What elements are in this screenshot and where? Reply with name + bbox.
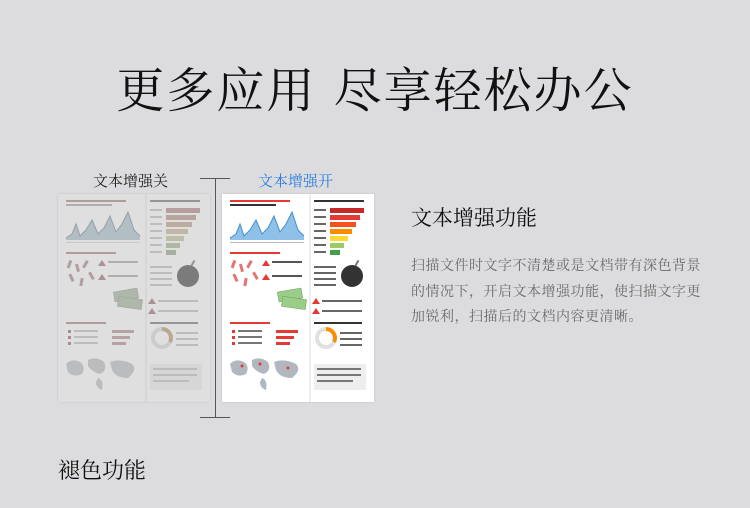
text-enhance-on-label: 文本增强开 xyxy=(258,172,334,190)
infographic-thumbnail-on xyxy=(222,194,374,402)
comparison-divider xyxy=(215,178,216,418)
feature-title: 文本增强功能 xyxy=(411,206,537,230)
fade-feature-title: 褪色功能 xyxy=(58,459,147,484)
infographic-thumbnail-off xyxy=(58,194,210,402)
divider-cap-top xyxy=(200,178,230,179)
document-preview-off xyxy=(58,194,210,402)
feature-description: 扫描文件时文字不清楚或是文档带有深色背景的情况下，开启文本增强功能，使扫描文字更加锐利，扫描后的文档内容更清晰。 xyxy=(411,258,701,325)
document-preview-on xyxy=(222,194,374,402)
text-enhance-off-label: 文本增强关 xyxy=(93,172,169,190)
divider-cap-bottom xyxy=(200,417,230,418)
hero-title: 更多应用 尽享轻松办公 xyxy=(116,63,634,119)
